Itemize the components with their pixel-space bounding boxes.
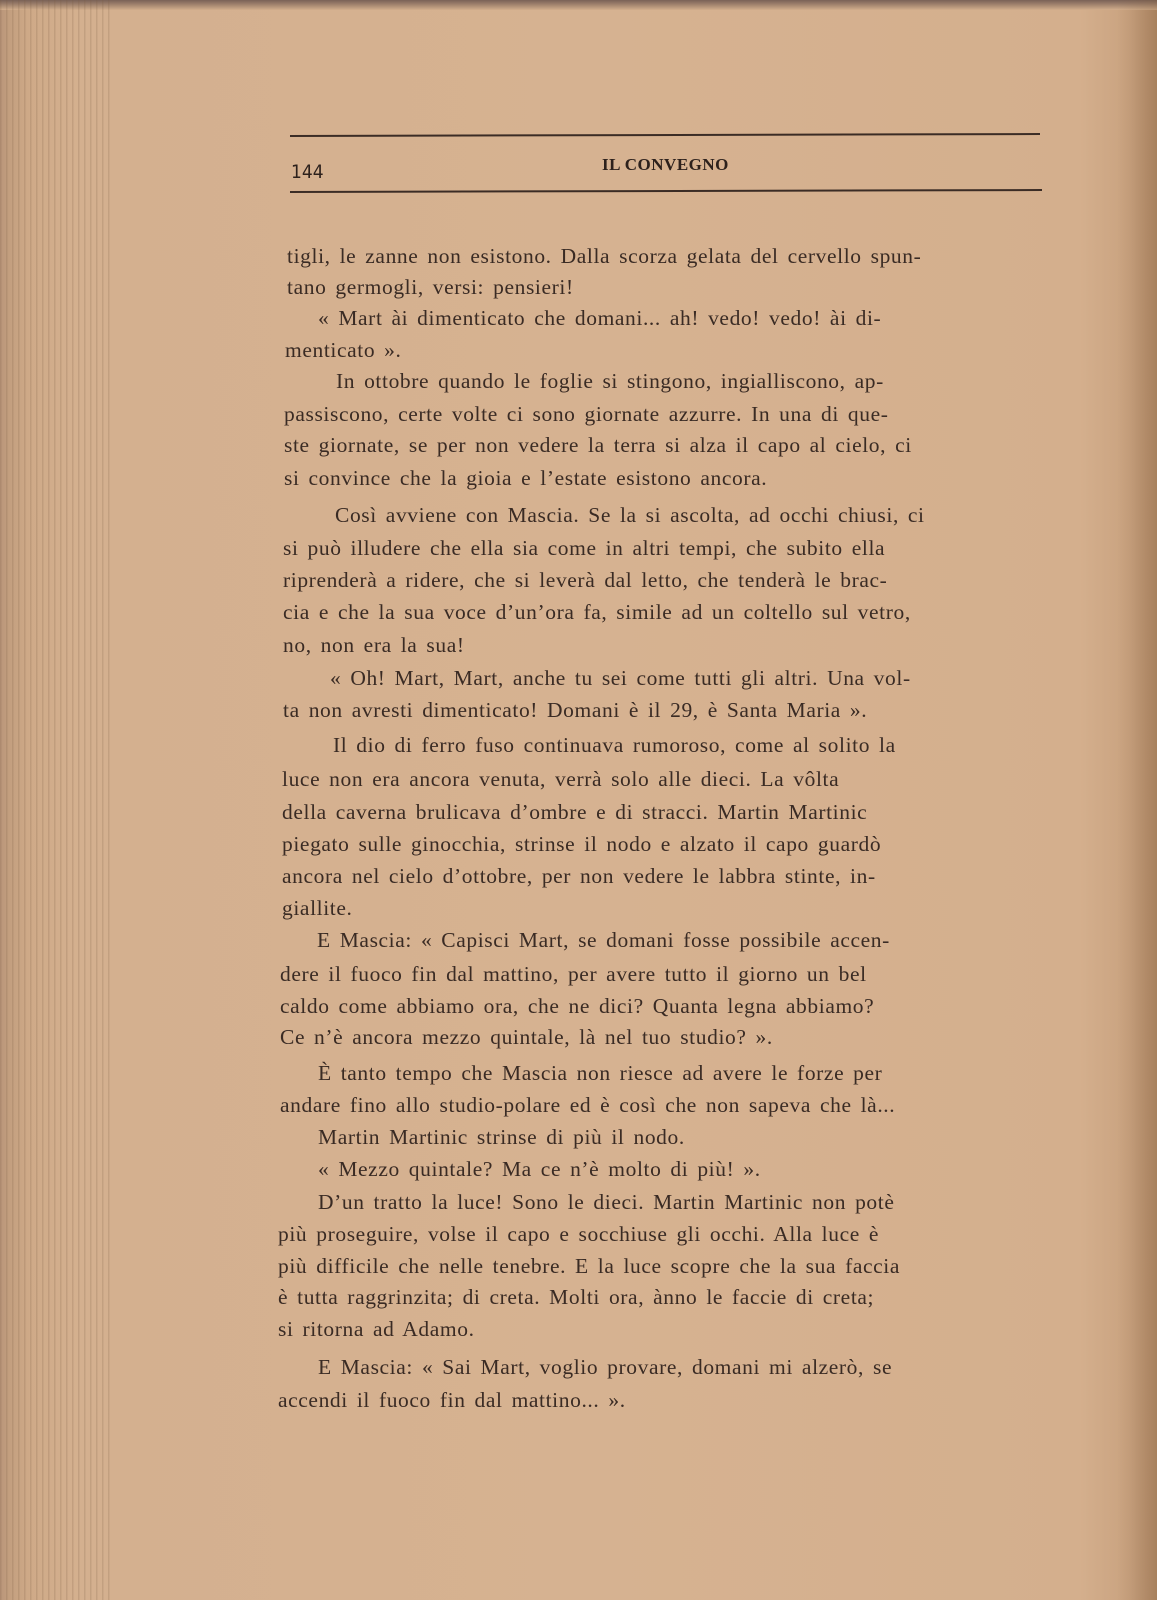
text-line: E Mascia: « Capisci Mart, se domani fosse possibile accen- [317,928,890,952]
text-line: D’un tratto la luce! Sono le dieci. Martin Martinic non potè [318,1190,895,1214]
text-line: della caverna brulicava d’ombre e di stracci. Martin Martinic [282,800,868,824]
text-line: dere il fuoco fin dal mattino, per avere tutto il giorno un bel [280,962,867,986]
text-line: Così avviene con Mascia. Se la si ascolta, ad occhi chiusi, ci [335,503,925,527]
text-line: tano germogli, versi: pensieri! [287,275,574,299]
text-line: E Mascia: « Sai Mart, voglio provare, domani mi alzerò, se [318,1355,893,1379]
text-line: Martin Martinic strinse di più il nodo. [318,1125,685,1149]
text-line: più difficile che nelle tenebre. E la luce scopre che la sua faccia [278,1254,900,1278]
text-line: si convince che la gioia e l’estate esistono ancora. [284,466,768,490]
text-line: In ottobre quando le foglie si stingono, ingialliscono, ap- [336,369,884,393]
text-line: menticato ». [285,338,402,362]
text-line: caldo come abbiamo ora, che ne dici? Quanta legna abbiamo? [280,994,875,1018]
running-title: IL CONVEGNO [602,155,729,174]
text-line: è tutta raggrinzita; di creta. Molti ora, ànno le faccie di creta; [278,1285,875,1309]
text-line: si ritorna ad Adamo. [278,1317,475,1341]
text-line: no, non era la sua! [283,633,465,657]
text-line: « Mezzo quintale? Ma ce n’è molto di più! ». [318,1157,761,1181]
text-line: giallite. [282,896,353,920]
text-line: passiscono, certe volte ci sono giornate azzurre. In una di que- [284,402,889,426]
text-line: piegato sulle ginocchia, strinse il nodo e alzato il capo guardò [282,832,882,856]
text-line: È tanto tempo che Mascia non riesce ad avere le forze per [318,1061,883,1085]
text-line: luce non era ancora venuta, verrà solo alle dieci. La vôlta [282,767,840,791]
text-line: « Mart ài dimenticato che domani... ah! vedo! vedo! ài di- [318,306,882,330]
text-line: ancora nel cielo d’ottobre, per non vedere le labbra stinte, in- [282,864,876,888]
text-line: riprenderà a ridere, che si leverà dal letto, che tenderà le brac- [283,568,888,592]
text-line: cia e che la sua voce d’un’ora fa, simile ad un coltello sul vetro, [283,600,911,624]
text-line: si può illudere che ella sia come in altri tempi, che subito ella [283,536,886,560]
text-line: Ce n’è ancora mezzo quintale, là nel tuo studio? ». [280,1025,773,1049]
text-line: andare fino allo studio-polare ed è così che non sapeva che là... [280,1093,896,1117]
text-line: Il dio di ferro fuso continuava rumoroso, come al solito la [333,733,896,757]
text-line: « Oh! Mart, Mart, anche tu sei come tutti gli altri. Una vol- [330,666,911,690]
page-number: 144 [291,161,324,183]
text-line: accendi il fuoco fin dal mattino... ». [278,1388,626,1412]
text-line: ta non avresti dimenticato! Domani è il 29, è Santa Maria ». [283,698,868,722]
text-line: più proseguire, volse il capo e socchiuse gli occhi. Alla luce è [278,1222,879,1246]
text-line: ste giornate, se per non vedere la terra si alza il capo al cielo, ci [284,433,912,457]
text-line: tigli, le zanne non esistono. Dalla scorza gelata del cervello spun- [287,244,922,268]
